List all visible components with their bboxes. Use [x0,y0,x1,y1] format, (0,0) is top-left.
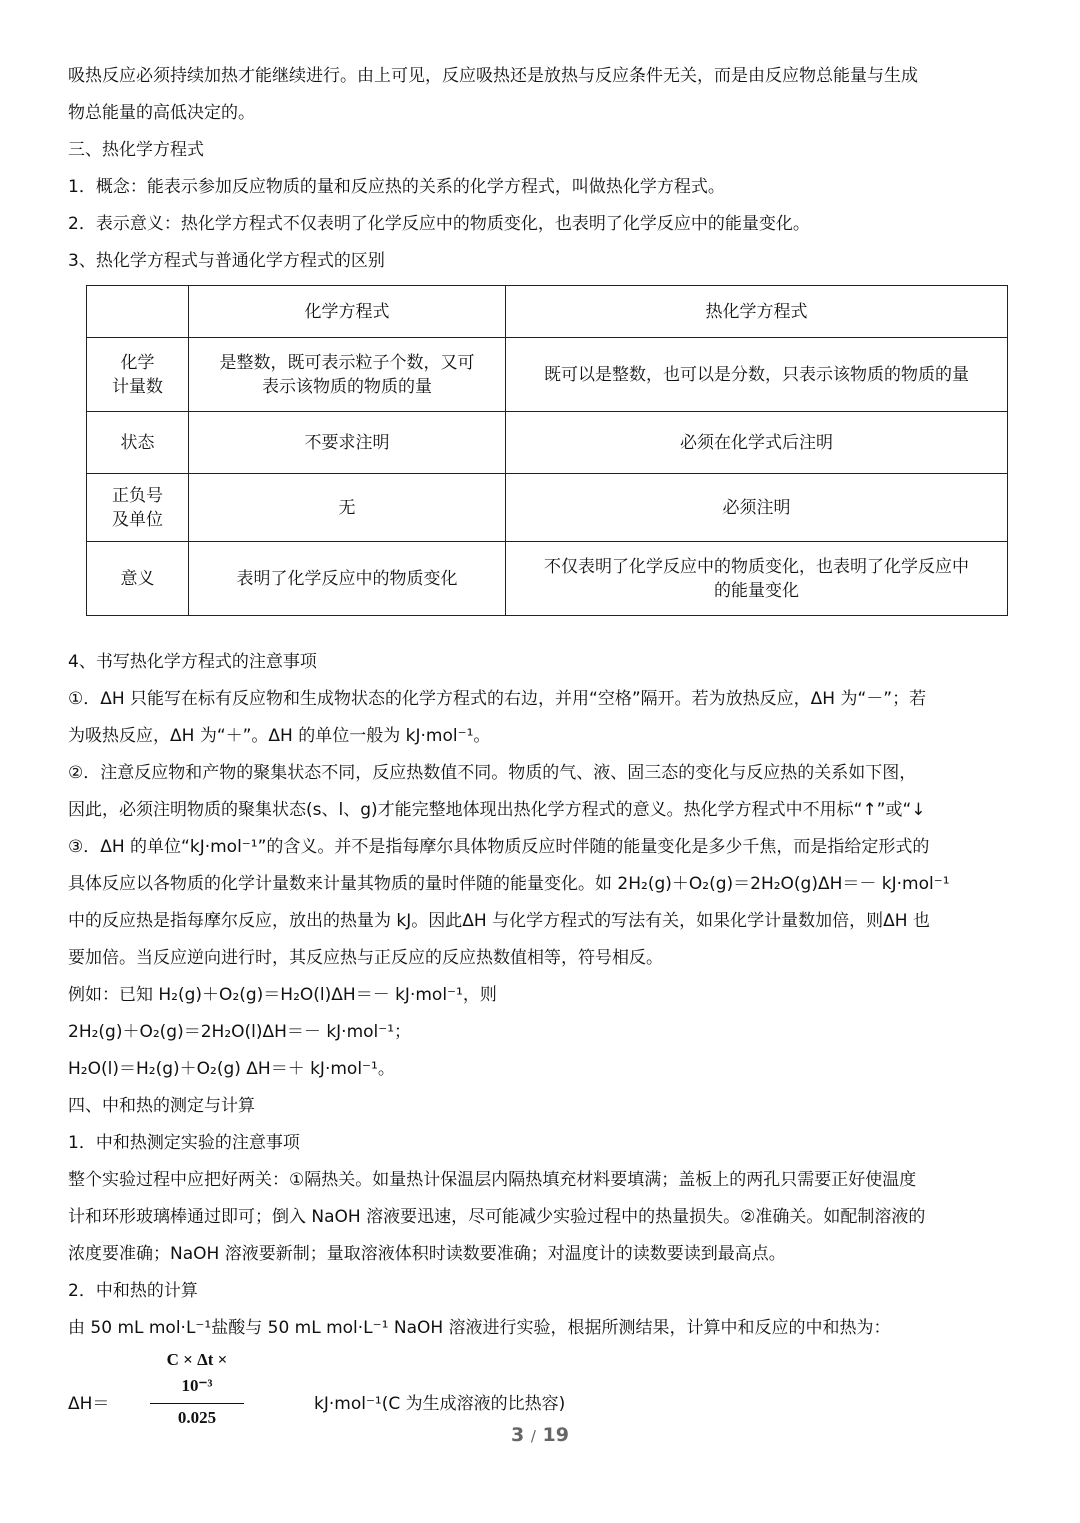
text-line: 由 50 mL mol·L⁻¹盐酸与 50 mL mol·L⁻¹ NaOH 溶液进行实验，根据所测结果，计算中和反应的中和热为： [68,1318,891,1338]
table-cell: 不仅表明了化学反应中的物质变化，也表明了化学反应中 的能量变化 [506,542,1008,616]
table-row [87,338,1008,412]
table-cell: 必须在化学式后注明 [506,412,1008,474]
table-cell: 是整数，既可表示粒子个数，又可 表示该物质的物质的量 [189,338,506,412]
table-cell: 既可以是整数，也可以是分数，只表示该物质的物质的量 [506,338,1008,412]
table-row [87,412,1008,474]
table-cell: 化学 计量数 [87,338,189,412]
text-line: 1．概念：能表示参加反应物质的量和反应热的关系的化学方程式，叫做热化学方程式。 [68,177,725,197]
table-cell: 表明了化学反应中的物质变化 [189,542,506,616]
text-line: 具体反应以各物质的化学计量数来计量其物质的量时伴随的能量变化。如 2H₂(g)＋O₂(g)＝2H₂O(g)ΔH＝－ kJ·mol⁻¹ [68,874,950,894]
fraction [150,1347,244,1432]
text-line: 计和环形玻璃棒通过即可；倒入 NaOH 溶液要迅速，尽可能减少实验过程中的热量损失。②准确关。如配制溶液的 [68,1207,926,1227]
comparison-table [86,285,1008,616]
text-line: ①．ΔH 只能写在标有反应物和生成物状态的化学方程式的右边，并用“空格”隔开。若为放热反应，ΔH 为“－”；若 [68,689,927,709]
text-line: 因此，必须注明物质的聚集状态(s、l、g)才能完整地体现出热化学方程式的意义。热化学方程式中不用标“↑”或“↓ [68,800,926,820]
table-cell: 必须注明 [506,474,1008,542]
table-cell: 不要求注明 [189,412,506,474]
table-header: 化学方程式 [189,286,506,338]
equation-line: H₂O(l)＝H₂(g)＋O₂(g) ΔH＝＋ kJ·mol⁻¹。 [68,1059,395,1079]
text-line: 3、热化学方程式与普通化学方程式的区别 [68,251,385,271]
equation-line: 例如：已知 H₂(g)＋O₂(g)＝H₂O(l)ΔH＝－ kJ·mol⁻¹，则 [68,985,497,1005]
formula [68,1347,1020,1425]
text-line: 物总能量的高低决定的。 [68,103,255,123]
page-separator: / [530,1427,536,1445]
table-cell: 正负号 及单位 [87,474,189,542]
formula-unit: kJ·mol⁻¹(C 为生成溶液的比热容) [314,1394,566,1414]
text-line: 2．中和热的计算 [68,1281,198,1301]
fraction-denominator: 0.025 [177,1408,217,1427]
section-heading: 三、热化学方程式 [68,140,204,160]
text-line: 浓度要准确；NaOH 溶液要新制；量取溶液体积时读数要准确；对温度计的读数要读到最高点。 [68,1244,786,1264]
table-cell: 无 [189,474,506,542]
table-header: 热化学方程式 [506,286,1008,338]
table-header-row [87,286,1008,338]
table-cell: 状态 [87,412,189,474]
text-line: 1．中和热测定实验的注意事项 [68,1133,300,1153]
document-body [68,58,1020,1425]
text-line: 要加倍。当反应逆向进行时，其反应热与正反应的反应热数值相等，符号相反。 [68,948,663,968]
text-line: 整个实验过程中应把好两关：①隔热关。如量热计保温层内隔热填充材料要填满；盖板上的两孔只需要正好使温度 [68,1170,917,1190]
table-row [87,474,1008,542]
table-cell: 意义 [87,542,189,616]
text-line: 为吸热反应，ΔH 为“＋”。ΔH 的单位一般为 kJ·mol⁻¹。 [68,726,491,746]
current-page: 3 [511,1424,525,1446]
total-pages: 19 [542,1424,569,1446]
text-line: ②．注意反应物和产物的聚集状态不同，反应热数值不同。物质的气、液、固三态的变化与反应热的关系如下图， [68,763,917,783]
table-row [87,542,1008,616]
section-heading: 4、书写热化学方程式的注意事项 [68,652,317,672]
equation-line: 2H₂(g)＋O₂(g)＝2H₂O(l)ΔH＝－ kJ·mol⁻¹； [68,1022,412,1042]
text-line: 中的反应热是指每摩尔反应，放出的热量为 kJ。因此ΔH 与化学方程式的写法有关，如果化学计量数加倍，则ΔH 也 [68,911,930,931]
table-cell [87,286,189,338]
fraction-numerator: C × Δt × 10⁻³ [150,1347,244,1404]
formula-lhs: ΔH＝ [68,1394,110,1414]
text-line: 吸热反应必须持续加热才能继续进行。由上可见，反应吸热还是放热与反应条件无关，而是由反应物总能量与生成 [68,66,918,86]
page-indicator [0,1424,1080,1446]
text-line: 2．表示意义：热化学方程式不仅表明了化学反应中的物质变化，也表明了化学反应中的能量变化。 [68,214,810,234]
text-line: ③．ΔH 的单位“kJ·mol⁻¹”的含义。并不是指每摩尔具体物质反应时伴随的能量变化是多少千焦，而是指给定形式的 [68,837,930,857]
section-heading: 四、中和热的测定与计算 [68,1096,255,1116]
